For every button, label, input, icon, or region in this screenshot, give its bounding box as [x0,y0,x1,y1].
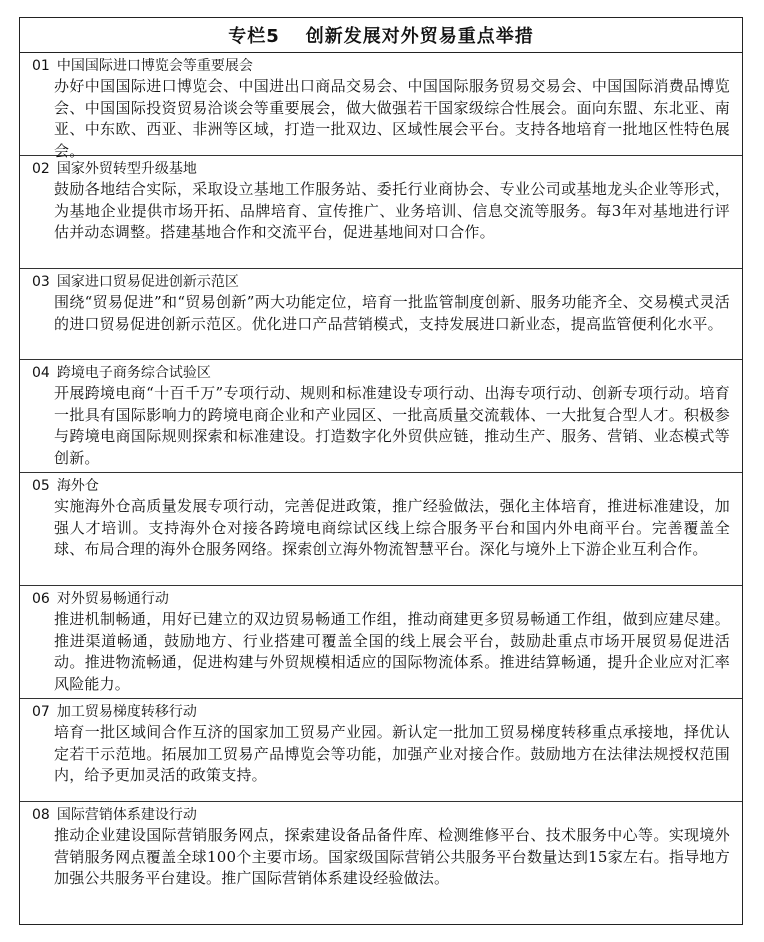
section-body: 办好中国国际进口博览会、中国进出口商品交易会、中国国际服务贸易交易会、中国国际消费品博览会、中国国际投资贸易洽谈会等重要展会，做大做强若干国家级综合性展会。面向东盟、东北亚、南亚、中东欧、西亚、非洲等区域，打造一批双边、区域性展会平台。支持各地培育一批地区性特色展会。 [54,77,730,160]
section-list [20,53,742,924]
section-number: 05 [32,478,50,494]
section-title: 国家进口贸易促进创新示范区 [56,274,239,290]
section-number: 07 [32,704,50,720]
section-title: 国家外贸转型升级基地 [56,161,197,177]
section-body: 培育一批区域间合作互济的国家加工贸易产业园。新认定一批加工贸易梯度转移重点承接地，择优认定若干示范地。拓展加工贸易产品博览会等功能，加强产业对接合作。鼓励地方在法律法规授权范围内，给予更加灵活的政策支持。 [54,723,730,784]
section-title: 海外仓 [56,478,99,494]
section-heading [32,703,730,722]
section-number: 03 [32,274,50,290]
section-heading [32,590,730,609]
section-02 [20,156,742,269]
section-01 [20,53,742,160]
section-03 [20,269,742,360]
section-title: 对外贸易畅通行动 [56,591,169,607]
section-number: 08 [32,807,50,823]
section-body: 实施海外仓高质量发展专项行动，完善促进政策，推广经验做法，强化主体培育，推进标准建设，加强人才培训。支持海外仓对接各跨境电商综试区线上综合服务平台和国内外电商平台。完善覆盖全球、布局合理的海外仓服务网络。探索创立海外物流智慧平台。深化与境外上下游企业互利合作。 [54,497,730,558]
box-title [20,18,742,53]
box-title-text: 创新发展对外贸易重点举措 [305,26,534,47]
section-04 [20,360,742,473]
section-08 [20,802,742,924]
section-heading [32,806,730,825]
section-number: 06 [32,591,50,607]
section-heading [32,273,730,292]
section-heading [32,477,730,496]
section-body: 推进机制畅通，用好已建立的双边贸易畅通工作组，推动商建更多贸易畅通工作组，做到应建尽建。推进渠道畅通，鼓励地方、行业搭建可覆盖全国的线上展会平台，鼓励赴重点市场开展贸易促进活动。推进物流畅通，促进构建与外贸规模相适应的国际物流体系。推进结算畅通，提升企业应对汇率风险能力。 [54,610,730,693]
section-number: 02 [32,161,50,177]
section-title: 加工贸易梯度转移行动 [56,704,197,720]
section-06 [20,586,742,699]
box-label: 专栏5 [228,26,280,47]
feature-box [19,17,743,925]
section-07 [20,699,742,802]
section-title: 中国国际进口博览会等重要展会 [56,58,253,74]
section-number: 04 [32,365,50,381]
section-body: 围绕“贸易促进”和“贸易创新”两大功能定位，培育一批监管制度创新、服务功能齐全、交易模式灵活的进口贸易促进创新示范区。优化进口产品营销模式，支持发展进口新业态，提高监管便利化水平。 [54,293,730,333]
section-number: 01 [32,58,50,74]
section-body: 推动企业建设国际营销服务网点，探索建设备品备件库、检测维修平台、技术服务中心等。实现境外营销服务网点覆盖全球100个主要市场。国家级国际营销公共服务平台数量达到15家左右。指导地方加强公共服务平台建设。推广国际营销体系建设经验做法。 [54,826,730,887]
section-05 [20,473,742,586]
section-heading [32,364,730,383]
section-body: 鼓励各地结合实际，采取设立基地工作服务站、委托行业商协会、专业公司或基地龙头企业等形式，为基地企业提供市场开拓、品牌培育、宣传推广、业务培训、信息交流等服务。每3年对基地进行评估并动态调整。搭建基地合作和交流平台，促进基地间对口合作。 [54,180,730,241]
section-title: 跨境电子商务综合试验区 [56,365,211,381]
section-body: 开展跨境电商“十百千万”专项行动、规则和标准建设专项行动、出海专项行动、创新专项行动。培育一批具有国际影响力的跨境电商企业和产业园区、一批高质量交流载体、一大批复合型人才。积极参与跨境电商国际规则探索和标准建设。打造数字化外贸供应链，推动生产、服务、营销、业态模式等创新。 [54,384,730,467]
section-heading [32,160,730,179]
section-title: 国际营销体系建设行动 [56,807,197,823]
section-heading [32,57,730,76]
